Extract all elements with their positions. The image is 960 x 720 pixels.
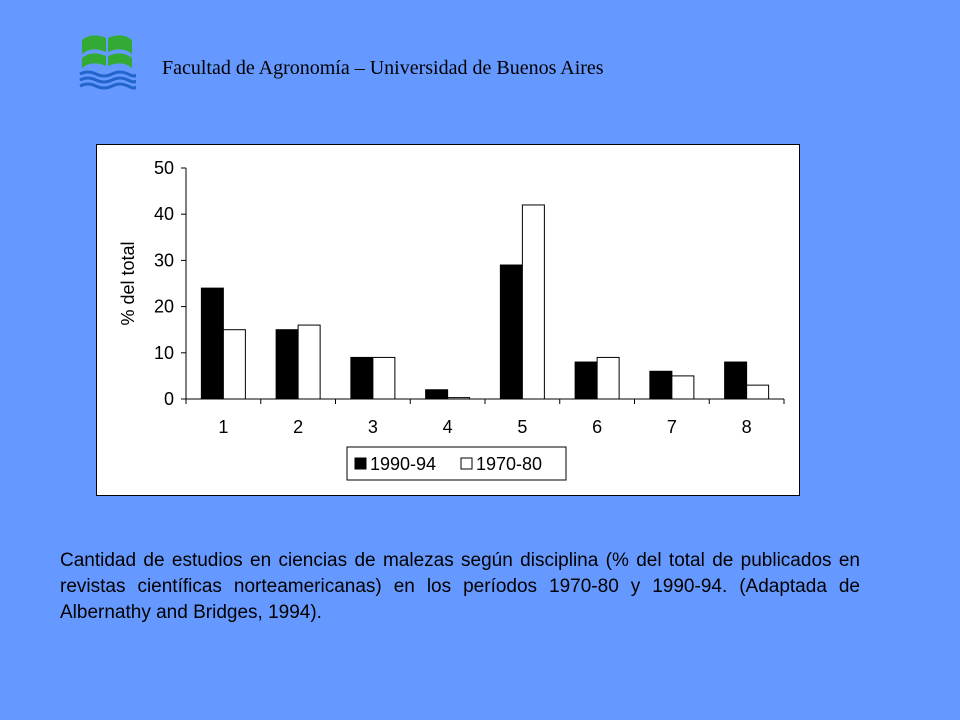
y-tick-label: 20 bbox=[153, 296, 174, 317]
y-tick-label: 50 bbox=[153, 158, 174, 178]
bar-1970-80-3 bbox=[373, 357, 395, 399]
legend-swatch-1990-94 bbox=[355, 458, 366, 469]
y-tick-label: 0 bbox=[163, 389, 174, 409]
logo-wave-3 bbox=[80, 84, 136, 88]
bar-1970-80-4 bbox=[448, 398, 470, 399]
bar-1970-80-2 bbox=[298, 325, 320, 399]
x-tick-label: 6 bbox=[592, 417, 603, 437]
bar-1970-80-6 bbox=[597, 357, 619, 399]
y-axis-label: % del total bbox=[118, 241, 138, 326]
bar-1990-94-7 bbox=[650, 371, 672, 399]
bar-1970-80-8 bbox=[747, 385, 769, 399]
legend-label: 1990-94 bbox=[370, 454, 437, 474]
legend-label: 1970-80 bbox=[476, 454, 543, 474]
bar-1990-94-4 bbox=[426, 390, 448, 399]
x-tick-label: 5 bbox=[517, 417, 528, 437]
bar-1990-94-5 bbox=[500, 265, 522, 399]
university-logo-icon bbox=[78, 30, 136, 92]
logo-wave-2 bbox=[80, 78, 136, 82]
x-tick-label: 2 bbox=[293, 417, 304, 437]
chart-panel bbox=[96, 144, 800, 496]
bar-1990-94-2 bbox=[276, 330, 298, 399]
x-tick-label: 1 bbox=[218, 417, 229, 437]
logo-leaf-mid-left bbox=[82, 53, 106, 68]
bar-chart bbox=[96, 144, 800, 496]
logo-leaf-mid-right bbox=[108, 53, 132, 68]
x-tick-label: 7 bbox=[666, 417, 677, 437]
bar-1990-94-1 bbox=[201, 288, 223, 399]
legend-swatch-1970-80 bbox=[461, 458, 472, 469]
x-tick-label: 3 bbox=[367, 417, 378, 437]
logo-wave-1 bbox=[80, 72, 136, 76]
y-tick-label: 40 bbox=[153, 204, 174, 225]
x-tick-label: 4 bbox=[442, 417, 453, 437]
bar-1990-94-8 bbox=[725, 362, 747, 399]
figure-caption: Cantidad de estudios en ciencias de malezas según disciplina (% del total de publicados en revistas científicas norteamericanas) en los períodos 1970-80 y 1990-94. (Adaptada de Albernathy and Bridges, 1994). bbox=[60, 550, 860, 623]
header bbox=[78, 30, 778, 100]
logo-leaf-top-left bbox=[82, 35, 106, 54]
header-title: Facultad de Agronomía – Universidad de Buenos Aires bbox=[162, 57, 604, 79]
bar-1990-94-6 bbox=[575, 362, 597, 399]
logo-leaf-top-right bbox=[108, 35, 132, 54]
x-tick-label: 8 bbox=[741, 417, 752, 437]
bar-1970-80-7 bbox=[672, 376, 694, 399]
bar-1970-80-1 bbox=[223, 330, 245, 399]
y-tick-label: 30 bbox=[153, 250, 174, 271]
bar-1970-80-5 bbox=[522, 205, 544, 399]
y-tick-label: 10 bbox=[153, 342, 174, 363]
bar-1990-94-3 bbox=[351, 357, 373, 399]
